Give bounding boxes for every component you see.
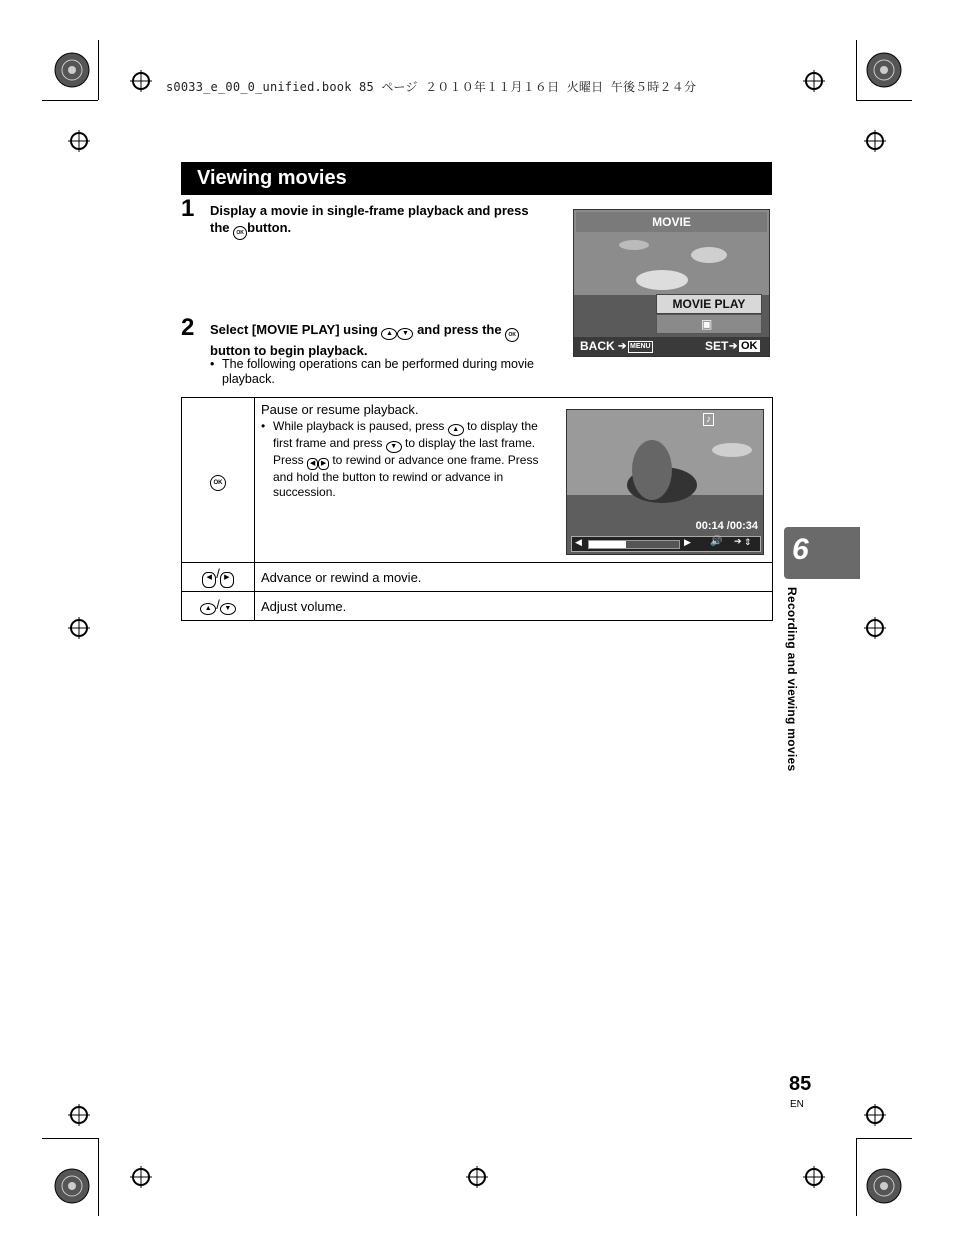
- table-row: [182, 563, 773, 592]
- crop-mark: [856, 100, 912, 101]
- menu-footer: [574, 337, 769, 356]
- step-1-text: Display a movie in single-frame playback and press the OK button.: [210, 202, 550, 240]
- ops-volume-text: Adjust volume.: [255, 592, 773, 621]
- crosshair-icon: [803, 70, 825, 92]
- section-title-bar: [181, 162, 772, 195]
- menu-title: MOVIE: [576, 212, 767, 232]
- down-arrow-icon: ▼: [397, 328, 413, 340]
- left-arrow-icon: ◀: [307, 458, 318, 470]
- set-label: SET: [705, 339, 729, 353]
- crop-mark: [856, 40, 857, 100]
- forward-icon: ▶: [684, 537, 691, 547]
- ok-button-icon: OK: [505, 328, 519, 342]
- crosshair-icon: [864, 1104, 886, 1126]
- crop-mark: [856, 1138, 857, 1216]
- crosshair-icon: [68, 617, 90, 639]
- progress-fill: [589, 541, 626, 548]
- crosshair-icon: [130, 1166, 152, 1188]
- step-number: 1: [181, 195, 195, 222]
- print-header: s0033_e_00_0_unified.book 85 ページ ２０１０年１１月１６日 火曜日 午後５時２４分: [166, 80, 697, 94]
- page-number: 85: [789, 1073, 812, 1095]
- section-title: Viewing movies: [197, 167, 347, 189]
- crop-mark: [42, 100, 98, 101]
- volume-icon: 🔊: [710, 536, 723, 547]
- registration-circle-icon: [54, 52, 90, 88]
- chapter-tab: [784, 527, 860, 579]
- camera-screen-movie-menu: [573, 209, 770, 357]
- ok-button-icon: OK: [210, 475, 226, 491]
- up-down-icon: ⇕: [744, 537, 752, 547]
- movie-frame-image: [567, 410, 763, 554]
- bullet: •: [210, 357, 215, 371]
- step-number: 2: [181, 314, 195, 341]
- crosshair-icon: [803, 1166, 825, 1188]
- ops-pause-title: Pause or resume playback.: [261, 402, 419, 417]
- ops-icon-cell: ▲ / ▼: [182, 592, 255, 621]
- crop-mark: [98, 40, 99, 100]
- right-arrow-icon: ▶: [220, 572, 234, 588]
- ops-pause-bullet: • While playback is paused, press ▲ to display the first frame and press ▼ to display the last frame. Press ◀ ▶ to rewind or advance one frame. Press and hold the button to rewind or advance in succession.: [261, 419, 539, 499]
- menu-item-index[interactable]: [656, 314, 762, 334]
- right-arrow-icon: ▶: [318, 458, 329, 470]
- down-arrow-icon: ▼: [220, 603, 236, 615]
- ops-icon-cell: ◀ / ▶: [182, 563, 255, 592]
- playback-time: 00:14 /00:34: [695, 520, 758, 532]
- registration-circle-icon: [866, 52, 902, 88]
- ops-icon-cell: [182, 398, 255, 563]
- ops-advance-text: Advance or rewind a movie.: [255, 563, 773, 592]
- crosshair-icon: [466, 1166, 488, 1188]
- back-label: BACK: [580, 339, 615, 353]
- arrow-icon: ➔: [729, 341, 738, 352]
- registration-circle-icon: [866, 1168, 902, 1204]
- up-arrow-icon: ▲: [381, 328, 397, 340]
- progress-track[interactable]: [588, 540, 680, 549]
- camera-screen-movie-playback: [566, 409, 764, 555]
- step-2-text: Select [MOVIE PLAY] using ▲ ▼ and press the OK button to begin playback.: [210, 321, 555, 359]
- menu-item-movie-play[interactable]: MOVIE PLAY: [656, 294, 762, 314]
- chapter-side-label: Recording and viewing movies: [785, 587, 799, 772]
- crop-mark: [98, 1138, 99, 1216]
- bullet: •: [261, 419, 266, 433]
- crop-mark: [42, 1138, 98, 1139]
- crosshair-icon: [864, 130, 886, 152]
- up-arrow-icon: ▲: [200, 603, 216, 615]
- menu-button-label: MENU: [628, 341, 653, 353]
- page-language: EN: [790, 1099, 804, 1110]
- up-arrow-icon: ▲: [448, 424, 464, 436]
- registration-circle-icon: [54, 1168, 90, 1204]
- rewind-icon: ◀: [575, 537, 582, 547]
- crosshair-icon: [68, 1104, 90, 1126]
- playback-bar: [571, 536, 761, 552]
- crosshair-icon: [130, 70, 152, 92]
- crop-mark: [856, 1138, 912, 1139]
- playback-icon: ▣: [701, 317, 713, 331]
- music-note-icon: ♪: [703, 413, 714, 426]
- table-row: [182, 592, 773, 621]
- crosshair-icon: [68, 130, 90, 152]
- down-arrow-icon: ▼: [386, 441, 402, 453]
- arrow-icon: ➔: [618, 341, 627, 352]
- ok-button-icon: OK: [233, 226, 247, 240]
- arrow-icon: ➔: [734, 536, 742, 546]
- crosshair-icon: [864, 617, 886, 639]
- chapter-number: 6: [792, 533, 809, 566]
- left-arrow-icon: ◀: [202, 572, 216, 588]
- step-2-note: • The following operations can be performed during movie playback.: [210, 357, 534, 386]
- ok-button-label: OK: [741, 340, 758, 352]
